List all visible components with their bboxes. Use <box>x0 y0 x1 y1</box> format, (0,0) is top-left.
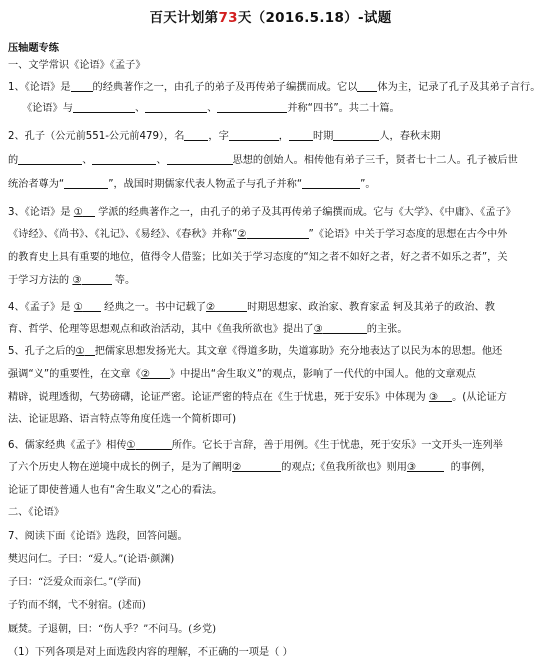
blank[interactable] <box>184 129 208 141</box>
blank[interactable] <box>64 177 108 189</box>
question-5-line-1: 5、孔子之后的① 把儒家思想发扬光大。其文章《得道多助，失道寡助》充分地表达了以民为本的思想。他还 <box>8 346 503 357</box>
question-2-line-3: 统治者尊为“ ”，战国时期儒家代表人物孟子与孔子并称“ ”。 <box>8 179 376 190</box>
question-7-subquestion-1: （1）下列各项是对上面选段内容的理解，不正确的一项是（ ） <box>8 647 293 658</box>
excerpt-4: 厩焚。子退朝，曰：“伤人乎？”不问马。(乡党) <box>8 624 217 635</box>
blank[interactable] <box>136 438 172 450</box>
blank-marker[interactable]: ② <box>140 369 150 380</box>
blank[interactable] <box>416 460 444 472</box>
blank-marker[interactable]: ③ <box>313 324 323 335</box>
question-1-line-1: 1、《论语》是 的经典著作之一，由孔子的弟子及再传弟子编撰而成。它以 体为主，记录了孔子及其弟子言行。 <box>8 82 541 93</box>
blank[interactable] <box>247 227 309 239</box>
blank[interactable] <box>83 300 101 312</box>
blank[interactable] <box>92 153 156 165</box>
blank[interactable] <box>241 460 281 472</box>
question-3-line-3: 的教育史上具有重要的地位，值得令人借鉴；比如关于学习态度的“知之者不如好之者，好之者不如乐之者”，关 <box>8 252 508 263</box>
question-3-line-2: 《诗经》、《尚书》、《礼记》、《易经》、《春秋》并称“② ”《论语》中关于学习态度的思想在古今中外 <box>8 229 508 240</box>
question-3-line-1: 3、《论语》是 ① 学派的经典著作之一，由孔子的弟子及其再传弟子编撰而成。它与《大学》、《中庸》、《孟子》 <box>8 207 516 218</box>
blank-marker[interactable]: ③ <box>428 392 439 403</box>
question-6-line-3: 论证了即使普通人也有“舍生取义”之心的看法。 <box>8 485 223 496</box>
question-4-line-1: 4、《孟子》是 ① 经典之一。书中记载了② 时期思想家、政治家、教育家孟 轲及其弟子的政治、教 <box>8 302 495 313</box>
blank[interactable] <box>333 129 379 141</box>
blank-marker[interactable]: ③ <box>406 462 417 473</box>
blank[interactable] <box>82 273 112 285</box>
question-4-line-2: 育、哲学、伦理等思想观点和政治活动，其中《鱼我所欲也》提出了③ 的主张。 <box>8 324 408 335</box>
blank[interactable] <box>83 205 95 217</box>
title-day-number: 73 <box>218 10 238 26</box>
title-suffix: 天（2016.5.18）-试题 <box>237 10 392 26</box>
question-3-line-4: 于学习方法的 ③ 等。 <box>8 275 136 286</box>
excerpt-3: 子钓而不纲，弋不射宿。(述而) <box>8 600 146 611</box>
blank-marker[interactable]: ③ <box>72 275 82 286</box>
excerpt-1: 樊迟问仁。子曰：“爱人。”(论语·颜渊) <box>8 554 175 565</box>
blank[interactable] <box>145 101 207 113</box>
blank-marker[interactable]: ② <box>206 302 216 313</box>
section-label: 压轴题专练 <box>8 43 59 54</box>
question-5-line-2: 强调“义”的重要性，在文章《② 》中提出“舍生取义”的观点，影响了一代代的中国人。他的文章观点 <box>8 369 476 380</box>
blank[interactable] <box>357 80 377 92</box>
question-2-line-2: 的 、 、 思想的创始人。相传他有弟子三千，贤者七十二人。孔子被后世 <box>8 155 518 166</box>
question-5-line-4: 法、论证思路、语言特点等角度任选一个简析即可) <box>8 414 237 425</box>
blank-marker[interactable]: ① <box>73 302 83 313</box>
question-5-line-3: 精辟，说理透彻，气势磅礴，论证严密。论证严密的特点在《生于忧患，死于安乐》中体现为 ③ 。(从论证方 <box>8 392 507 403</box>
blank[interactable] <box>217 101 287 113</box>
blank[interactable] <box>323 322 367 334</box>
blank[interactable] <box>438 390 452 402</box>
blank[interactable] <box>85 344 95 356</box>
question-1-line-2: 《论语》与 、 、 并称“四书”。共二十篇。 <box>22 103 400 114</box>
title-prefix: 百天计划第 <box>149 10 219 26</box>
blank[interactable] <box>229 129 279 141</box>
question-6-line-2: 了六个历史人物在逆境中成长的例子，是为了阐明② 的观点;《鱼我所欲也》则用③ 的事例， <box>8 462 492 473</box>
blank[interactable] <box>302 177 360 189</box>
excerpt-2: 子曰：“泛爱众而亲仁。”(学而) <box>8 577 142 588</box>
blank[interactable] <box>71 80 93 92</box>
blank-marker[interactable]: ① <box>126 440 136 451</box>
part2-heading: 二、《论语》 <box>8 507 65 518</box>
blank-marker[interactable]: ② <box>237 229 247 240</box>
question-6-line-1: 6、儒家经典《孟子》相传① 所作。它长于言辞，善于用例。《生于忧患，死于安乐》一文开头一连列举 <box>8 440 503 451</box>
blank[interactable] <box>18 153 82 165</box>
blank-marker[interactable]: ② <box>232 462 242 473</box>
blank[interactable] <box>73 101 135 113</box>
question-2-line-1: 2、孔子（公元前551-公元前479），名 ，字 ， 时期 人，春秋末期 <box>8 131 441 142</box>
blank-marker[interactable]: ① <box>75 346 85 357</box>
blank[interactable] <box>289 129 313 141</box>
blank-marker[interactable]: ① <box>73 207 83 218</box>
blank[interactable] <box>150 367 170 379</box>
part1-heading: 一、文学常识《论语》《孟子》 <box>8 60 146 71</box>
blank[interactable] <box>167 153 233 165</box>
question-7-stem: 7、阅读下面《论语》选段，回答问题。 <box>8 531 188 542</box>
blank[interactable] <box>215 300 247 312</box>
page-title <box>0 6 541 26</box>
